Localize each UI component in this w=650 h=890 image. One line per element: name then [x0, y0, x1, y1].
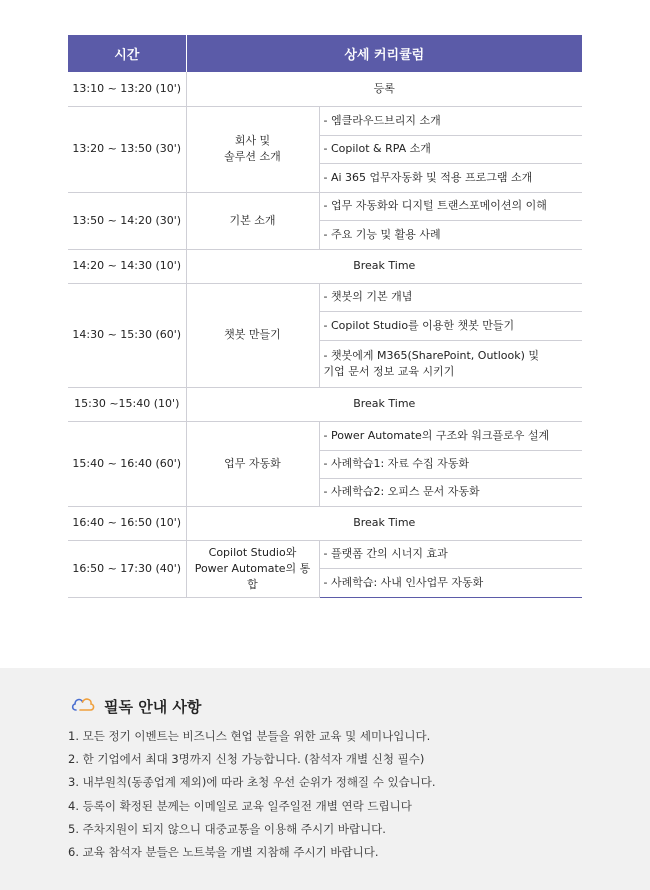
curriculum-item: - 엠클라우드브리지 소개 — [319, 106, 582, 135]
notice-item: 3. 내부원칙(동종업계 제외)에 따라 초청 우선 순위가 정해질 수 있습니다. — [68, 775, 436, 790]
table-row — [68, 387, 582, 421]
curriculum-item: - Copilot & RPA 소개 — [319, 135, 582, 163]
table-row — [68, 506, 582, 540]
curriculum-item: - 사례학습1: 자료 수집 자동화 — [319, 450, 582, 478]
row-time: 13:20 ~ 13:50 (30') — [68, 106, 186, 192]
curriculum-item: - 플랫폼 간의 시너지 효과 — [319, 540, 582, 568]
row-time: 14:20 ~ 14:30 (10') — [68, 249, 186, 283]
curriculum-item: - 사례학습: 사내 인사업무 자동화 — [319, 568, 582, 597]
table-row — [68, 249, 582, 283]
table-row — [68, 421, 582, 450]
header-time: 시간 — [68, 35, 186, 72]
table-row — [68, 540, 582, 568]
row-module: 회사 및 솔루션 소개 — [186, 106, 319, 192]
row-full: 등록 — [186, 72, 582, 106]
curriculum-item: - 주요 기능 및 활용 사례 — [319, 220, 582, 249]
notice-item: 5. 주차지원이 되지 않으니 대중교통을 이용해 주시기 바랍니다. — [68, 821, 386, 836]
notice-item: 2. 한 기업에서 최대 3명까지 신청 가능합니다. (참석자 개별 신청 필수) — [68, 752, 425, 767]
curriculum-item: - 챗봇의 기본 개념 — [319, 283, 582, 311]
notice-heading — [70, 694, 201, 718]
row-module: 업무 자동화 — [186, 421, 319, 506]
header-curriculum: 상세 커리큘럼 — [186, 35, 582, 72]
curriculum-item: - Ai 365 업무자동화 및 적용 프로그램 소개 — [319, 163, 582, 192]
row-time: 15:40 ~ 16:40 (60') — [68, 421, 186, 506]
row-time: 14:30 ~ 15:30 (60') — [68, 283, 186, 387]
notice-item: 1. 모든 정기 이벤트는 비즈니스 현업 분들을 위한 교육 및 세미나입니다. — [68, 729, 431, 743]
table-row — [68, 106, 582, 135]
curriculum-item: - Power Automate의 구조와 워크플로우 설계 — [319, 421, 582, 450]
row-time: 13:50 ~ 14:20 (30') — [68, 192, 186, 249]
curriculum-item: - Copilot Studio를 이용한 챗봇 만들기 — [319, 311, 582, 340]
row-time: 16:50 ~ 17:30 (40') — [68, 540, 186, 597]
cloud-icon — [70, 694, 104, 718]
row-full: Break Time — [186, 506, 582, 540]
notice-list — [68, 728, 436, 867]
notice-title: 필독 안내 사항 — [104, 697, 202, 716]
notice-item: 6. 교육 참석자 분들은 노트북을 개별 지참해 주시기 바랍니다. — [68, 844, 379, 859]
table-row — [68, 192, 582, 220]
row-time: 16:40 ~ 16:50 (10') — [68, 506, 186, 540]
table-header-row — [68, 35, 582, 72]
row-module: Copilot Studio와 Power Automate의 통합 — [186, 540, 319, 597]
row-time: 13:10 ~ 13:20 (10') — [68, 72, 186, 106]
row-time: 15:30 ~15:40 (10') — [68, 387, 186, 421]
curriculum-item: - 사례학습2: 오피스 문서 자동화 — [319, 478, 582, 506]
row-full: Break Time — [186, 387, 582, 421]
table-row — [68, 72, 582, 106]
curriculum-item: - 업무 자동화와 디지털 트랜스포메이션의 이해 — [319, 192, 582, 220]
row-module: 챗봇 만들기 — [186, 283, 319, 387]
schedule-table — [68, 35, 582, 598]
row-module: 기본 소개 — [186, 192, 319, 249]
notice-item: 4. 등록이 확정된 분께는 이메일로 교육 일주일전 개별 연락 드립니다 — [68, 798, 412, 813]
table-row — [68, 283, 582, 311]
row-full: Break Time — [186, 249, 582, 283]
curriculum-item: - 챗봇에게 M365(SharePoint, Outlook) 및 기업 문서 정보 교육 시키기 — [319, 340, 582, 387]
